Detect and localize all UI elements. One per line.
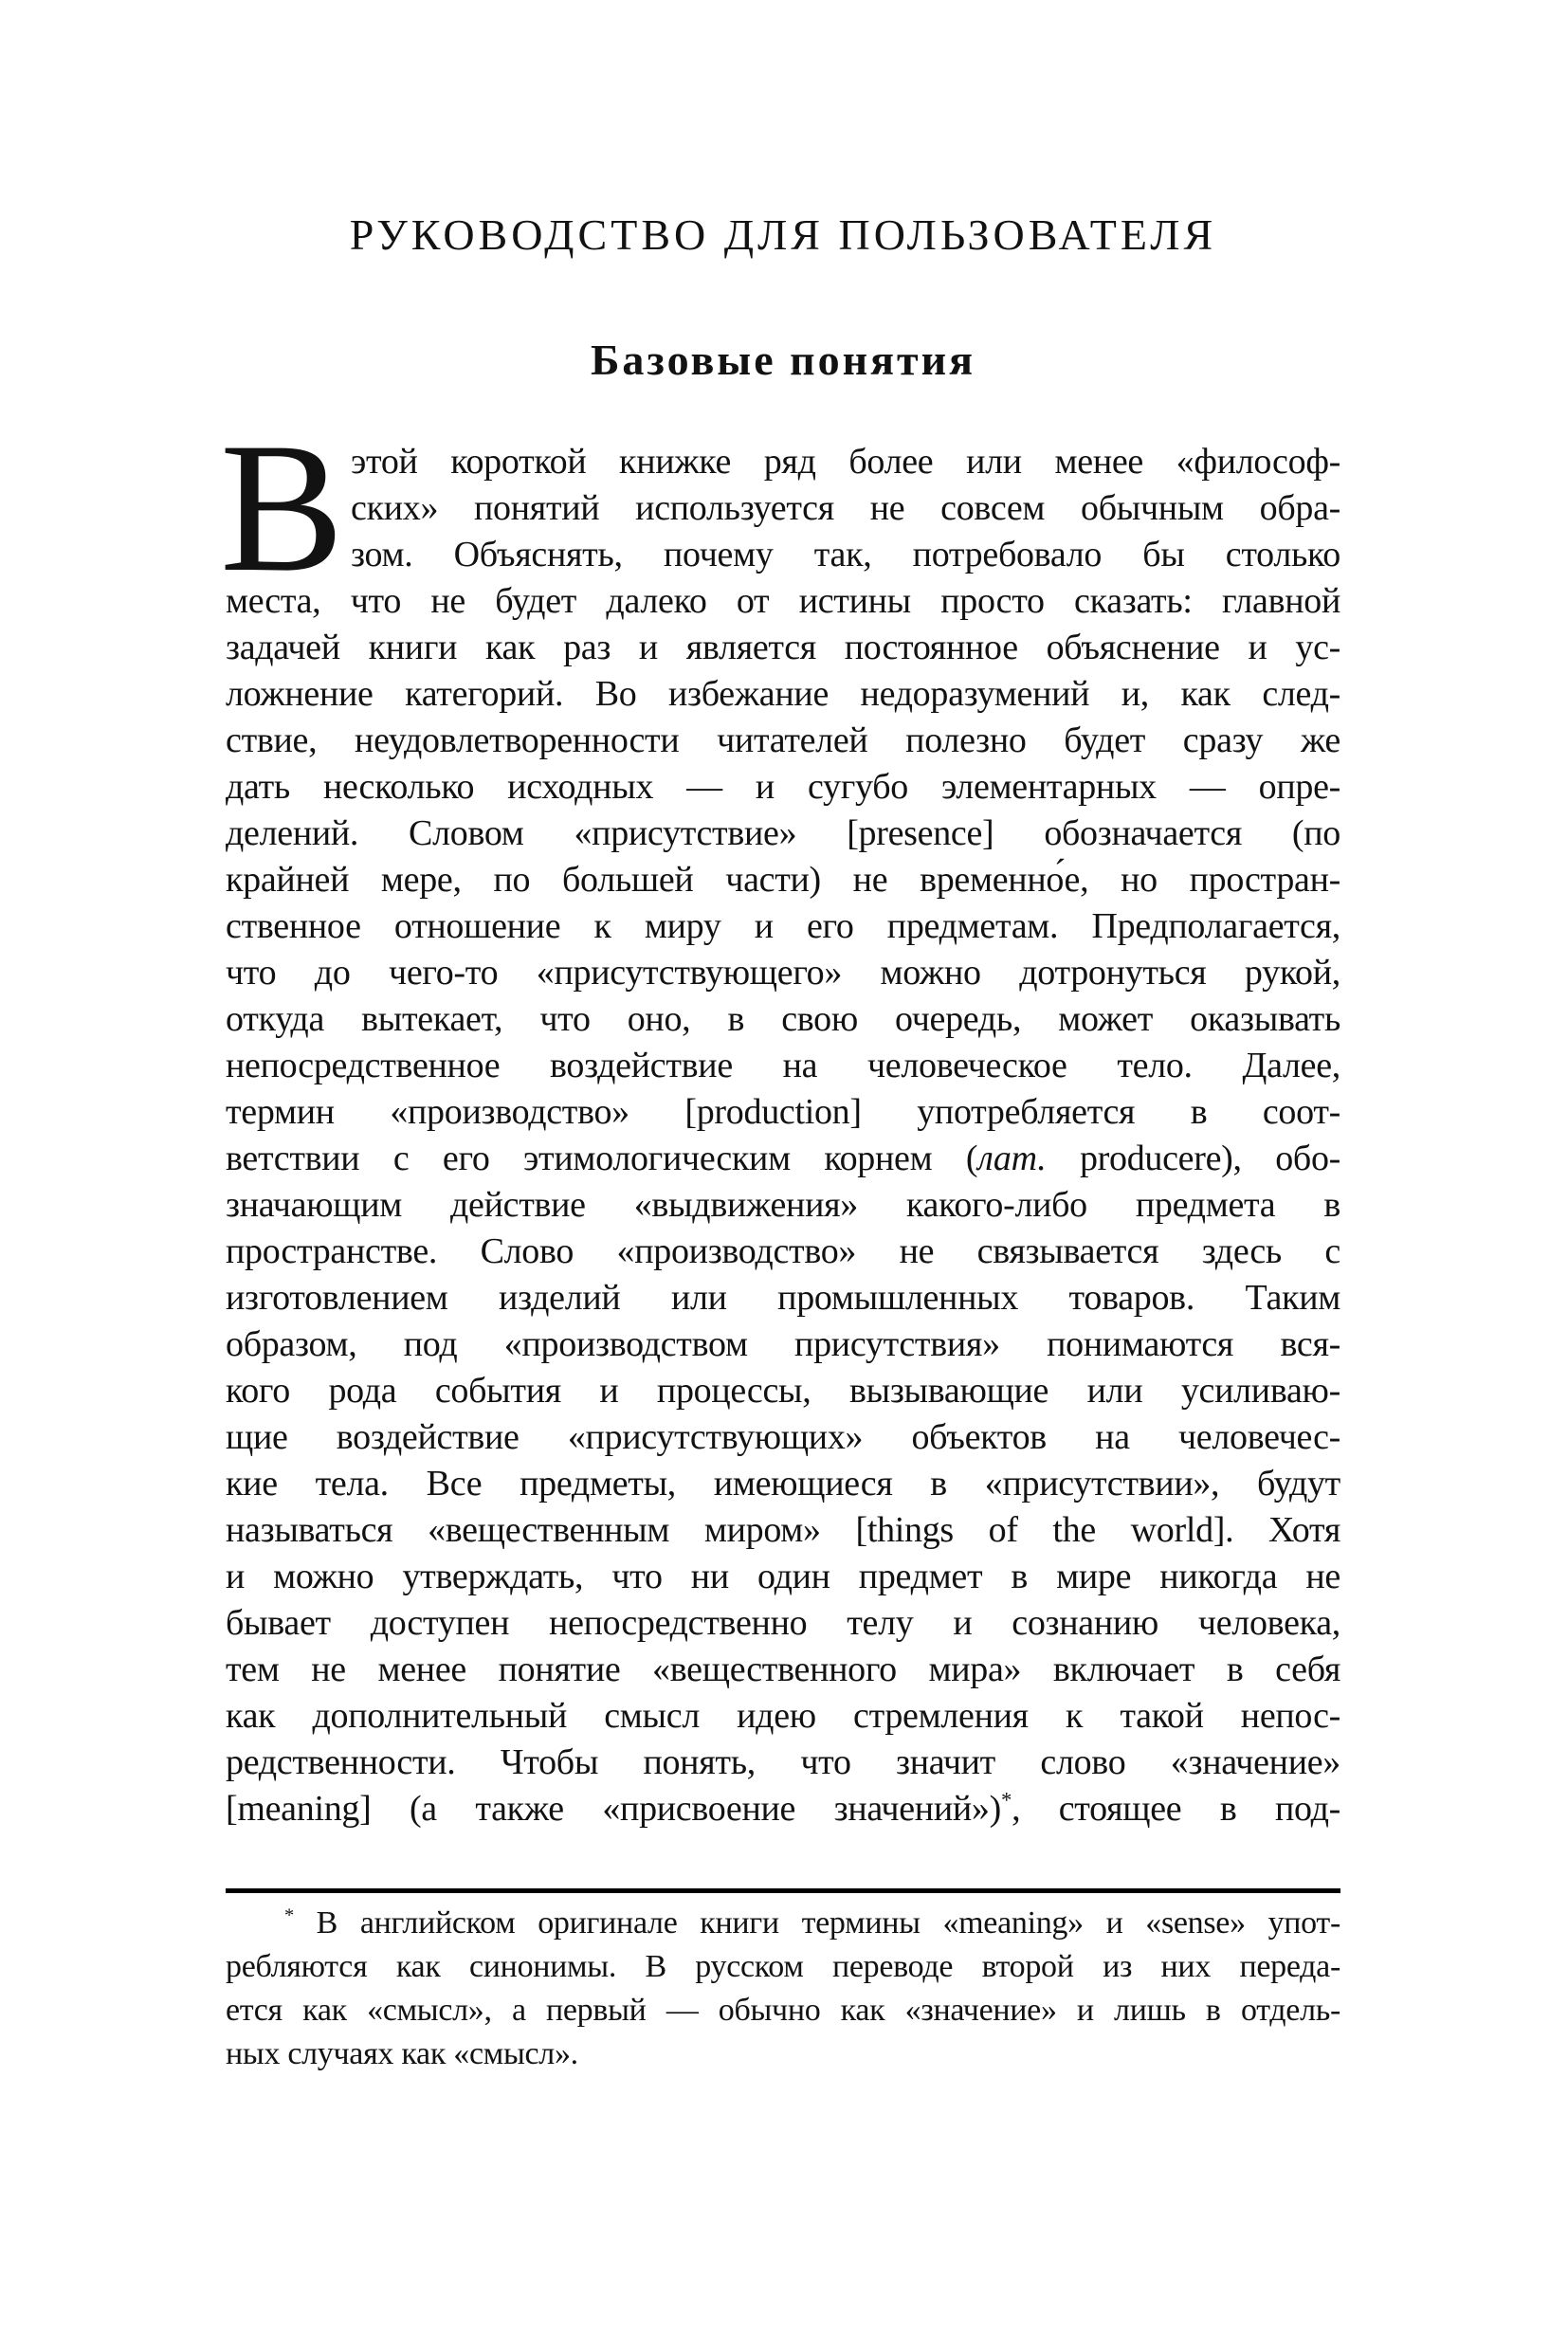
body-line: места, что не будет далеко от истины просто сказать: главной bbox=[226, 581, 1340, 621]
body-line: [meaning] (а также «присвоение значений»)*, стоящее в под- bbox=[226, 1788, 1340, 1829]
section-heading: Базовые понятия bbox=[590, 336, 976, 384]
body-line: щие воздействие «присутствующих» объектов на человечес- bbox=[226, 1417, 1340, 1457]
body-line: откуда вытекает, что оно, в свою очередь, может оказывать bbox=[226, 999, 1340, 1039]
body-line: как дополнительный смысл идею стремления к такой непос- bbox=[226, 1696, 1340, 1736]
body-line: тем не менее понятие «вещественного мира» включает в себя bbox=[226, 1649, 1340, 1689]
body-line: ветствии с его этимологическим корнем (лат. producere), обо- bbox=[226, 1139, 1340, 1178]
body-line: ложнение категорий. Во избежание недоразумений и, как след- bbox=[226, 674, 1340, 714]
body-line: пространстве. Слово «производство» не связывается здесь с bbox=[226, 1231, 1340, 1271]
drop-cap: В bbox=[220, 405, 344, 611]
body-line: называться «вещественным миром» [things of the world]. Хотя bbox=[226, 1510, 1340, 1550]
body-line: бывает доступен непосредственно телу и сознанию человека, bbox=[226, 1603, 1340, 1643]
body-line: непосредственное воздействие на человеческое тело. Далее, bbox=[226, 1046, 1340, 1085]
footnote-line: ных случаях как «смысл». bbox=[226, 2036, 578, 2071]
body-line: этой короткой книжке ряд более или менее «философ- bbox=[351, 442, 1340, 482]
body-line: крайней мере, по большей части) не временно́е, но простран- bbox=[226, 860, 1340, 900]
body-paragraph bbox=[220, 405, 1340, 1832]
body-line: делений. Словом «присутствие» [presence] обозначается (по bbox=[226, 813, 1340, 853]
footnote-line: ребляются как синонимы. В русском переводе второй из них переда- bbox=[226, 1949, 1340, 1984]
footnote bbox=[226, 1902, 1340, 2076]
footnote-lines bbox=[226, 1902, 1340, 2076]
page-title: РУКОВОДСТВО ДЛЯ ПОЛЬЗОВАТЕЛЯ bbox=[349, 210, 1217, 259]
body-lines bbox=[226, 439, 1340, 1832]
body-line: дать несколько исходных — и сугубо элементарных — опре- bbox=[226, 767, 1340, 807]
body-line: ствие, неудовлетворенности читателей полезно будет сразу же bbox=[226, 720, 1340, 760]
body-line: задачей книги как раз и является постоянное объяснение и ус- bbox=[226, 628, 1340, 667]
footnote-line: * В английском оригинале книги термины «meaning» и «sense» упот- bbox=[284, 1904, 1340, 1941]
body-line: кого рода события и процессы, вызывающие или усиливаю- bbox=[226, 1371, 1340, 1411]
body-line: и можно утверждать, что ни один предмет в мире никогда не bbox=[226, 1557, 1340, 1596]
body-line: кие тела. Все предметы, имеющиеся в «присутствии», будут bbox=[226, 1464, 1340, 1504]
body-line: редственности. Чтобы понять, что значит слово «значение» bbox=[226, 1742, 1340, 1782]
footnote-line: ется как «смысл», а первый — обычно как «значение» и лишь в отдель- bbox=[226, 1993, 1340, 2028]
body-line: термин «производство» [production] употребляется в соот- bbox=[226, 1092, 1340, 1132]
footnote-rule bbox=[226, 1888, 1340, 1893]
body-line: изготовлением изделий или промышленных товаров. Таким bbox=[226, 1278, 1340, 1318]
body-line: значающим действие «выдвижения» какого-либо предмета в bbox=[226, 1185, 1340, 1225]
text-column bbox=[220, 0, 1340, 2351]
body-line: образом, под «производством присутствия» понимаются вся- bbox=[226, 1324, 1340, 1364]
body-line: ских» понятий используется не совсем обычным обра- bbox=[351, 488, 1340, 528]
body-line: зом. Объяснять, почему так, потребовало бы столько bbox=[351, 535, 1340, 574]
body-line: что до чего-то «присутствующего» можно дотронуться рукой, bbox=[226, 953, 1340, 993]
body-line: ственное отношение к миру и его предметам. Предполагается, bbox=[226, 906, 1340, 946]
